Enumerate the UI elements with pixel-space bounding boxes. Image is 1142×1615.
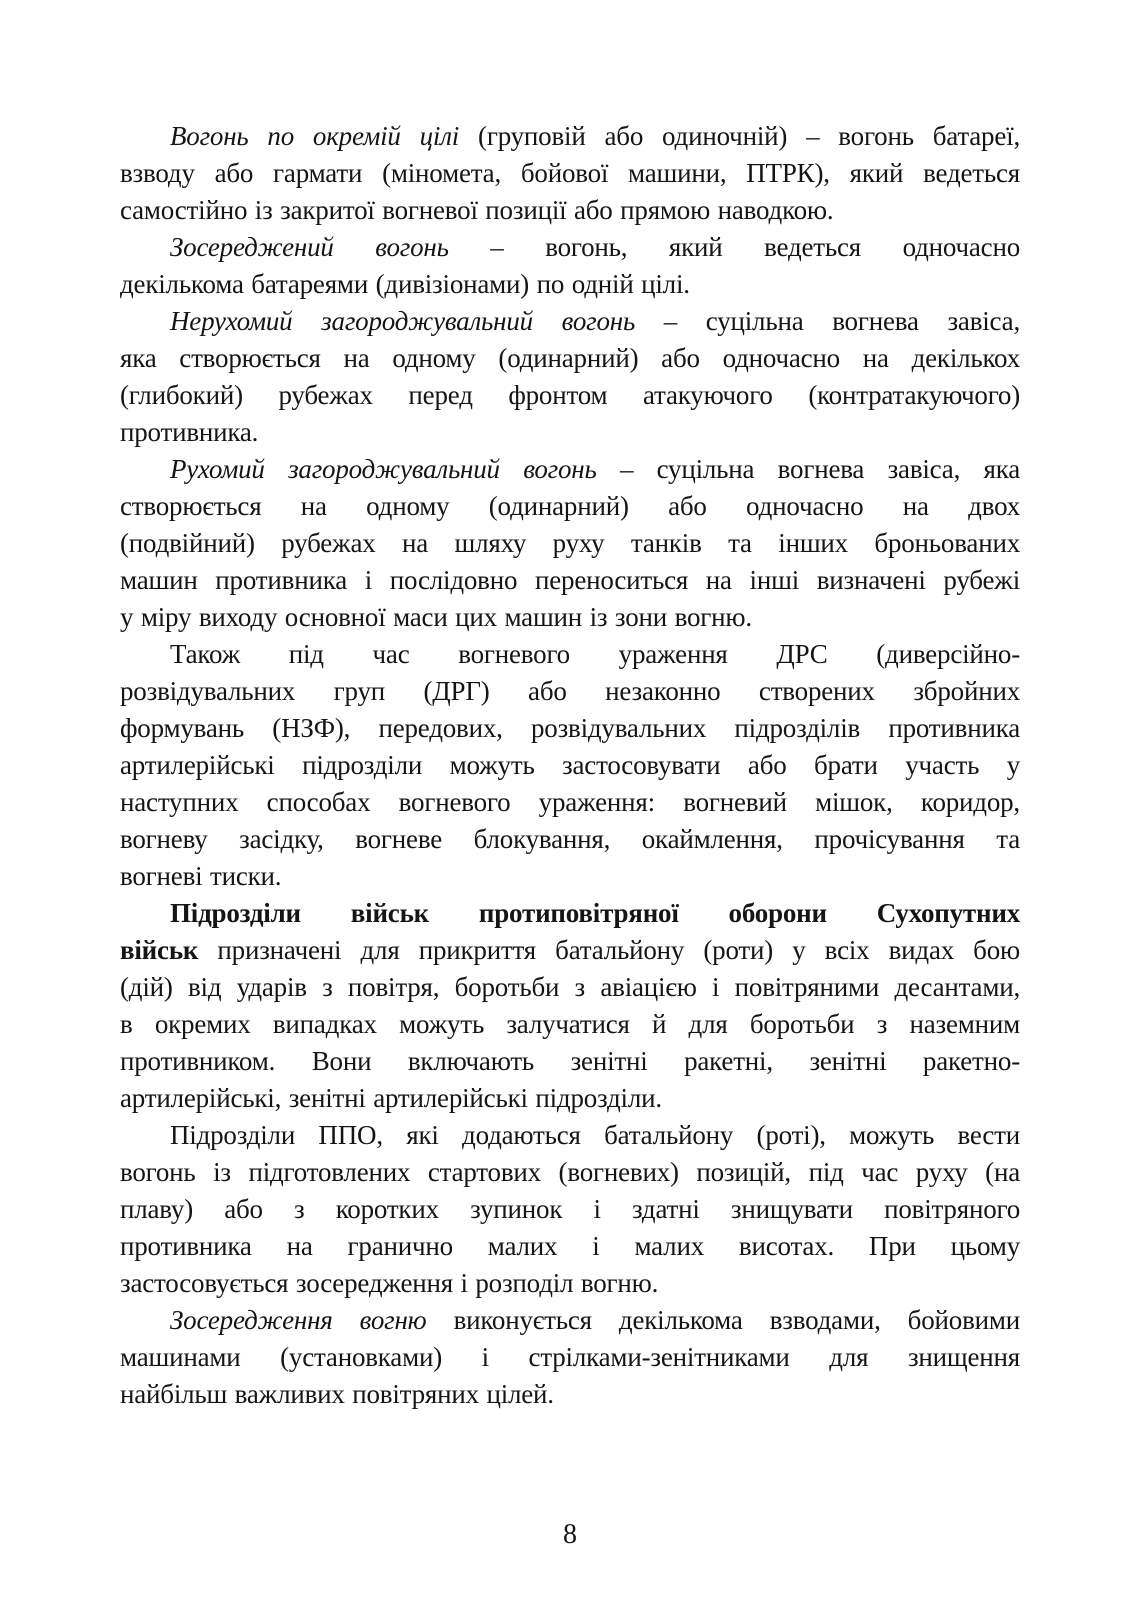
body-text: створюється на одному (одинарний) або одночасно на двох [120, 491, 1020, 521]
text-line [120, 303, 1020, 340]
text-line [120, 821, 1020, 858]
body-text: противника. [120, 417, 259, 447]
body-text: застосовується зосередження і розподіл вогню. [120, 1268, 659, 1298]
body-text: виконується декількома взводами, бойовими [426, 1305, 1020, 1335]
body-text: у міру виходу основної маси цих машин із зони вогню. [120, 602, 752, 632]
body-text: найбільш важливих повітряних цілей. [120, 1379, 554, 1409]
body-text: (груповій або одиночній) – вогонь батареї, [459, 121, 1020, 151]
text-line [120, 414, 1020, 451]
text-line [120, 895, 1020, 932]
body-text: (глибокий) рубежах перед фронтом атакуючого (контратакуючого) [120, 380, 1020, 410]
paragraph [120, 1302, 1020, 1413]
body-text: артилерійські підрозділи можуть застосовувати або брати участь у [120, 750, 1020, 780]
body-text: вогневі тиски. [120, 861, 282, 891]
text-line [120, 1339, 1020, 1376]
italic-term: Зосередження вогню [170, 1305, 427, 1335]
text-line [120, 1191, 1020, 1228]
body-text: (дій) від ударів з повітря, боротьби з авіацією і повітряними десантами, [120, 972, 1020, 1002]
body-text: яка створюється на одному (одинарний) або одночасно на декількох [120, 343, 1020, 373]
text-line [120, 488, 1020, 525]
text-line [120, 599, 1020, 636]
text-line [120, 118, 1020, 155]
text-line [120, 932, 1020, 969]
text-line [120, 1080, 1020, 1117]
paragraph [120, 636, 1020, 895]
text-line [120, 451, 1020, 488]
body-text: – суцільна вогнева завіса, яка [596, 454, 1020, 484]
text-line [120, 377, 1020, 414]
paragraph [120, 895, 1020, 1117]
body-text: вогонь із підготовлених стартових (вогневих) позицій, під час руху (на [120, 1157, 1020, 1187]
text-line [120, 155, 1020, 192]
text-line [120, 747, 1020, 784]
body-text: декількома батареями (дивізіонами) по одній цілі. [120, 269, 690, 299]
text-line [120, 1154, 1020, 1191]
body-text: Підрозділи ППО, які додаються батальйону (роті), можуть вести [170, 1120, 1020, 1150]
body-text: наступних способах вогневого ураження: вогневий мішок, коридор, [120, 787, 1020, 817]
paragraph [120, 229, 1020, 303]
italic-term: Нерухомий загороджувальний вогонь [170, 306, 636, 336]
text-line [120, 525, 1020, 562]
body-text: самостійно із закритої вогневої позиції або прямою наводкою. [120, 195, 834, 225]
text-line [120, 858, 1020, 895]
italic-term: Вогонь по окремій цілі [170, 121, 460, 151]
text-line [120, 1302, 1020, 1339]
text-line [120, 1376, 1020, 1413]
bold-term: Підрозділи військ протиповітряної оборони Сухопутних [170, 898, 1020, 928]
body-text: артилерійські, зенітні артилерійські підрозділи. [120, 1083, 662, 1113]
paragraph [120, 1117, 1020, 1302]
text-line [120, 562, 1020, 599]
body-text: противника на гранично малих і малих висотах. При цьому [120, 1231, 1020, 1261]
body-text: вогневу засідку, вогневе блокування, окаймлення, прочісування та [120, 824, 1020, 854]
text-line [120, 1265, 1020, 1302]
paragraph [120, 118, 1020, 229]
text-line [120, 710, 1020, 747]
italic-term: Зосереджений вогонь [170, 232, 449, 262]
body-text: противником. Вони включають зенітні ракетні, зенітні ракетно- [120, 1046, 1020, 1076]
bold-term: військ [120, 935, 199, 965]
body-text: взводу або гармати (міномета, бойової машини, ПТРК), який ведеться [120, 158, 1020, 188]
body-text: (подвійний) рубежах на шляху руху танків та інших броньованих [120, 528, 1020, 558]
text-line [120, 636, 1020, 673]
text-line [120, 1228, 1020, 1265]
text-line [120, 969, 1020, 1006]
body-text: – суцільна вогнева завіса, [635, 306, 1020, 336]
body-text: призначені для прикриття батальйону (роти) у всіх видах бою [198, 935, 1020, 965]
page-number: 8 [563, 1519, 577, 1550]
body-text: плаву) або з коротких зупинок і здатні знищувати повітряного [120, 1194, 1020, 1224]
body-text: в окремих випадках можуть залучатися й для боротьби з наземним [120, 1009, 1020, 1039]
paragraph [120, 303, 1020, 451]
italic-term: Рухомий загороджувальний вогонь [170, 454, 597, 484]
text-line [120, 673, 1020, 710]
body-text: формувань (НЗФ), передових, розвідувальних підрозділів противника [120, 713, 1020, 743]
body-text: розвідувальних груп (ДРГ) або незаконно створених збройних [120, 676, 1020, 706]
text-line [120, 1043, 1020, 1080]
body-text: машин противника і послідовно переноситься на інші визначені рубежі [120, 565, 1020, 595]
text-line [120, 1006, 1020, 1043]
paragraph [120, 451, 1020, 636]
text-line [120, 1117, 1020, 1154]
text-line [120, 340, 1020, 377]
text-block [120, 118, 1020, 1413]
text-line [120, 784, 1020, 821]
body-text: – вогонь, який ведеться одночасно [448, 232, 1020, 262]
body-text: машинами (установками) і стрілками-зенітниками для знищення [120, 1342, 1020, 1372]
text-line [120, 266, 1020, 303]
body-text: Також під час вогневого ураження ДРС (диверсійно- [170, 639, 1020, 669]
text-line [120, 192, 1020, 229]
text-line [120, 229, 1020, 266]
